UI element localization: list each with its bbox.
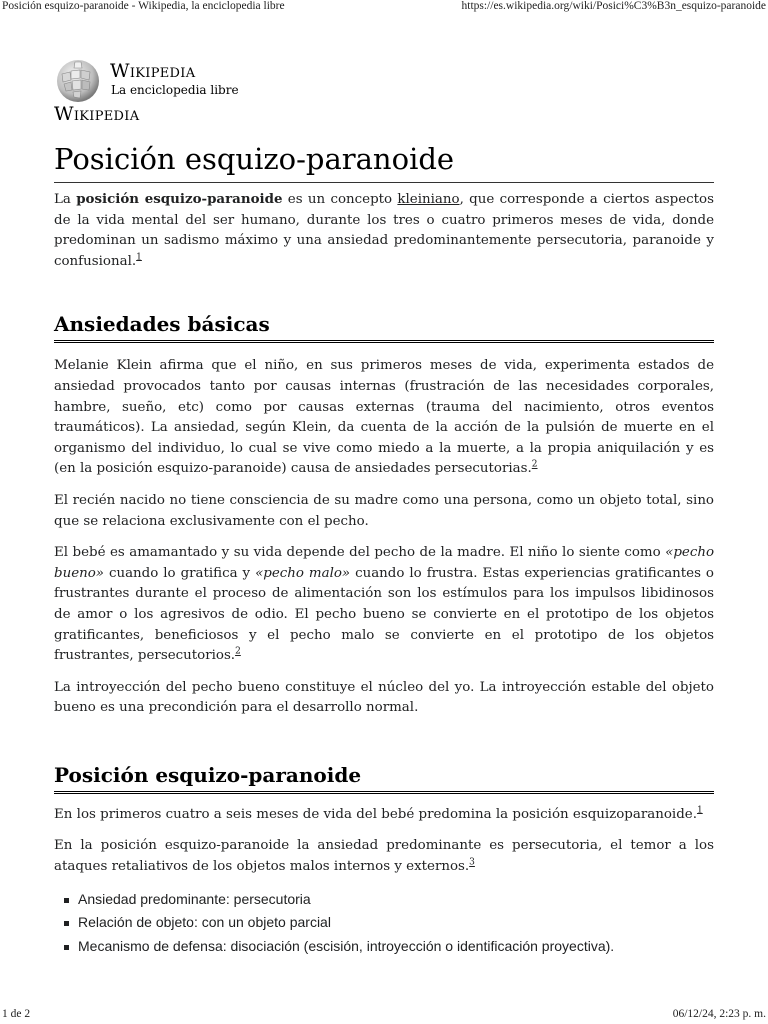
list-item: Ansiedad predominante: persecutoria xyxy=(64,888,714,912)
reference-link[interactable]: 1 xyxy=(136,252,142,263)
section-heading-posicion: Posición esquizo-paranoide xyxy=(54,761,714,794)
paragraph: Melanie Klein afirma que el niño, en sus primeros meses de vida, experimenta estados de ansiedad provocados tanto por causas internas (frustración de las necesidades corporales, hambre, sueño, etc) como por causas externas (trauma del nacimiento, otros eventos traumáticos). La ansiedad, según Klein, da cuenta de la acción de la pulsión de muerte en el organismo del individuo, lo cual se vive como miedo a la muerte, a la propia aniquilación y es (en la posición esquizo-paranoide) causa de ansiedades persecutorias.$^2$ xyxy=(54,358,714,477)
paragraph: El bebé es amamantado y su vida depende del pecho de la madre. El niño lo siente como «pecho bueno» cuando lo gratifica y «pecho malo» cuando lo frustra. Estas experiencias gratificantes o frustrantes durante el proceso de alimentación son los estímulos para los impulsos libidinosos de amor o los agresivos de odio. El pecho bueno se convierte en el prototipo de los objetos gratificantes, beneficiosos y el pecho malo se convierte en el prototipo de los objetos frustrantes, persecutorios.$^2$ xyxy=(54,545,714,664)
reference-link[interactable]: 2 xyxy=(531,459,538,470)
print-page-title: Posición esquizo-paranoide - Wikipedia, la enciclopedia libre xyxy=(2,0,285,12)
wikipedia-logo[interactable] xyxy=(54,56,254,125)
wikipedia-wordmark-secondary: Wikipedia xyxy=(54,103,140,125)
print-header xyxy=(0,0,768,16)
italic-term: «pecho bueno» xyxy=(54,545,714,581)
page-number: 1 de 2 xyxy=(2,1008,31,1020)
print-footer xyxy=(0,1008,768,1024)
paragraph: El recién nacido no tiene consciencia de su madre como una persona, como un objeto total, sino que se relaciona exclusivamente con el pecho. xyxy=(54,492,714,529)
square-bullet-icon xyxy=(64,898,69,903)
wikipedia-wordmark: Wikipedia xyxy=(110,60,196,82)
italic-term: «pecho malo» xyxy=(255,565,351,581)
kleiniano-link[interactable]: kleiniano xyxy=(397,192,460,207)
reference-link[interactable]: 2 xyxy=(235,646,241,657)
print-page-url[interactable]: https://es.wikipedia.org/wiki/Posici%C3%B3n_esquizo-paranoide xyxy=(461,0,766,12)
section-heading-ansiedades: Ansiedades básicas xyxy=(54,310,714,343)
square-bullet-icon xyxy=(64,921,69,926)
paragraph: En los primeros cuatro a seis meses de vida del bebé predomina la posición esquizoparanoide.$^1$ xyxy=(54,805,703,822)
square-bullet-icon xyxy=(64,945,69,950)
list-item: Relación de objeto: con un objeto parcial xyxy=(64,911,714,935)
article-content xyxy=(54,140,714,958)
lead-paragraph: La posición esquizo-paranoide es un concepto kleiniano, que corresponde a ciertos aspectos de la vida mental del ser humano, durante los tres o cuatro primeros meses de vida, donde predominan un sadismo máximo y una ansiedad predominantemente persecutoria, paranoide y confusional.$^1$ xyxy=(54,191,714,269)
reference-link[interactable]: 1 xyxy=(696,805,703,816)
bullet-list xyxy=(64,888,714,959)
lead-bold-term: posición esquizo-paranoide xyxy=(76,191,283,207)
wikipedia-tagline: La enciclopedia libre xyxy=(111,83,239,97)
paragraph: En la posición esquizo-paranoide la ansiedad predominante es persecutoria, el temor a los ataques retaliativos de los objetos malos internos y externos.$^3$ xyxy=(54,838,714,875)
reference-link[interactable]: 3 xyxy=(469,857,475,868)
wikipedia-globe-icon xyxy=(54,56,102,104)
print-datetime: 06/12/24, 2:23 p. m. xyxy=(672,1008,766,1020)
list-item: Mecanismo de defensa: disociación (escisión, introyección o identificación proyectiva). xyxy=(64,935,714,959)
paragraph: La introyección del pecho bueno constituye el núcleo del yo. La introyección estable del objeto bueno es una precondición para el desarrollo normal. xyxy=(54,679,714,716)
page-title: Posición esquizo-paranoide xyxy=(54,140,714,183)
